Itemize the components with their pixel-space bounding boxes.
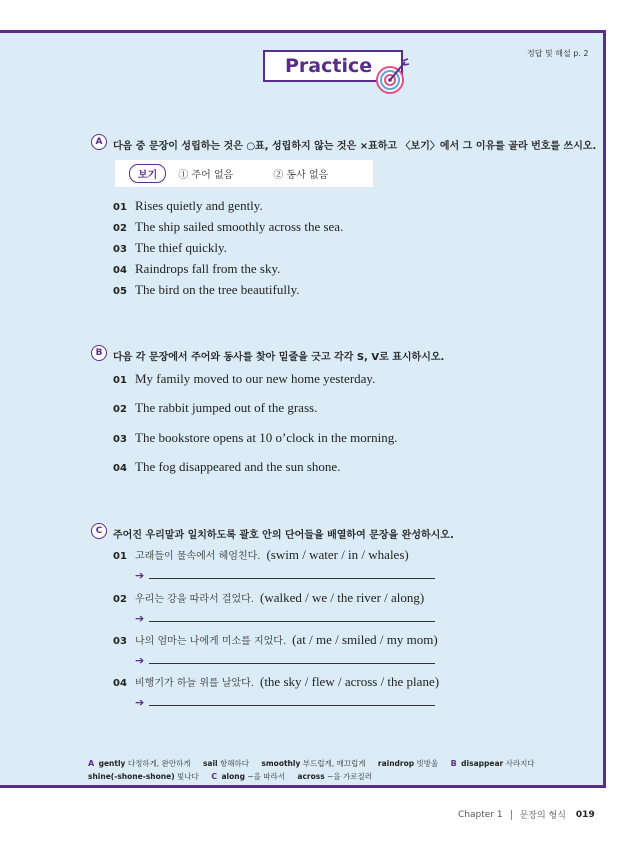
vocab-line-2 bbox=[88, 771, 382, 782]
section-c-item bbox=[113, 632, 438, 648]
vocab-word: smoothly bbox=[261, 759, 301, 768]
item-number: 02 bbox=[113, 223, 127, 234]
section-b-badge: B bbox=[91, 345, 107, 361]
section-b-instruction: 다음 각 문장에서 주어와 동사를 찾아 밑줄을 긋고 각각 S, V로 표시하시오. bbox=[113, 352, 445, 363]
item-number: 02 bbox=[113, 594, 127, 605]
chapter-title: 문장의 형식 bbox=[519, 811, 566, 821]
target-icon bbox=[370, 56, 410, 96]
vocab-meaning: 부드럽게, 매끄럽게 bbox=[302, 759, 366, 768]
section-c-item bbox=[113, 674, 439, 690]
title-text: Practice bbox=[285, 55, 373, 77]
section-b-item bbox=[113, 400, 317, 416]
korean-sentence: 우리는 강을 따라서 걸었다. bbox=[135, 594, 254, 605]
chapter-label: Chapter 1 bbox=[458, 809, 503, 820]
item-number: 04 bbox=[113, 265, 127, 276]
vocab-meaning: 다정하게, 완만하게 bbox=[127, 759, 191, 768]
vocab-key: B bbox=[450, 759, 457, 768]
item-sentence: The fog disappeared and the sun shone. bbox=[135, 459, 341, 474]
arrow-icon: ➔ bbox=[135, 612, 145, 625]
korean-sentence: 고래들이 물속에서 헤엄친다. bbox=[135, 551, 261, 562]
word-bank: (swim / water / in / whales) bbox=[266, 547, 409, 562]
bogi-option-1: ① 주어 없음 bbox=[178, 170, 234, 181]
item-sentence: The rabbit jumped out of the grass. bbox=[135, 400, 318, 415]
underline bbox=[149, 662, 435, 664]
vocab-meaning: ~을 따라서 bbox=[247, 772, 285, 781]
vocab-meaning: 빛나다 bbox=[177, 772, 199, 781]
word-bank: (at / me / smiled / my mom) bbox=[292, 632, 438, 647]
item-number: 01 bbox=[113, 551, 127, 562]
vocab-meaning: 항해하다 bbox=[220, 759, 249, 768]
word-bank: (the sky / flew / across / the plane) bbox=[259, 674, 440, 689]
vocab-word: disappear bbox=[461, 759, 504, 768]
item-sentence: Raindrops fall from the sky. bbox=[135, 261, 281, 276]
word-bank: (walked / we / the river / along) bbox=[259, 590, 425, 605]
footer-divider bbox=[511, 810, 512, 820]
bogi-box bbox=[115, 160, 373, 187]
vocab-word: across bbox=[297, 772, 325, 781]
underline bbox=[149, 704, 435, 706]
answer-reference: 정답 및 해설 p. 2 bbox=[527, 49, 589, 58]
item-sentence: The thief quickly. bbox=[135, 240, 227, 255]
section-c-item bbox=[113, 547, 409, 563]
vocab-key: A bbox=[88, 759, 95, 768]
answer-line[interactable] bbox=[135, 568, 435, 582]
item-number: 04 bbox=[113, 678, 127, 689]
vocab-word: raindrop bbox=[377, 759, 415, 768]
item-sentence: My family moved to our new home yesterday. bbox=[135, 371, 376, 386]
item-sentence: Rises quietly and gently. bbox=[135, 198, 263, 213]
section-b-item bbox=[113, 371, 375, 387]
answer-line[interactable] bbox=[135, 653, 435, 667]
answer-line[interactable] bbox=[135, 695, 435, 709]
vocab-key: C bbox=[211, 772, 218, 781]
section-a-item bbox=[113, 219, 343, 235]
item-sentence: The bird on the tree beautifully. bbox=[135, 282, 300, 297]
vocab-line-1 bbox=[88, 758, 545, 769]
item-number: 02 bbox=[113, 404, 127, 415]
vocab-word: along bbox=[221, 772, 245, 781]
section-a-instruction: 다음 중 문장이 성립하는 것은 ○표, 성립하지 않는 것은 ×표하고 〈보기〉에서 그 이유를 골라 번호를 쓰시오. bbox=[113, 141, 597, 152]
page-number: 019 bbox=[575, 809, 595, 820]
item-number: 03 bbox=[113, 244, 127, 255]
korean-sentence: 비행기가 하늘 위를 날았다. bbox=[135, 678, 254, 689]
section-b-item bbox=[113, 459, 340, 475]
section-c-item bbox=[113, 590, 424, 606]
item-number: 04 bbox=[113, 463, 127, 474]
item-number: 05 bbox=[113, 286, 127, 297]
korean-sentence: 나의 엄마는 나에게 미소를 지었다. bbox=[135, 636, 287, 647]
bogi-label: 보기 bbox=[129, 164, 166, 183]
underline bbox=[149, 620, 435, 622]
answer-line[interactable] bbox=[135, 611, 435, 625]
page-footer bbox=[458, 808, 595, 821]
item-number: 03 bbox=[113, 434, 127, 445]
section-b-item bbox=[113, 430, 397, 446]
item-sentence: The ship sailed smoothly across the sea. bbox=[135, 219, 344, 234]
arrow-icon: ➔ bbox=[135, 654, 145, 667]
item-number: 03 bbox=[113, 636, 127, 647]
arrow-icon: ➔ bbox=[135, 569, 145, 582]
section-a-item bbox=[113, 198, 263, 214]
underline bbox=[149, 577, 435, 579]
bogi-option-2: ② 동사 없음 bbox=[273, 170, 329, 181]
vocab-word: gently bbox=[98, 759, 126, 768]
item-sentence: The bookstore opens at 10 o’clock in the morning. bbox=[135, 430, 398, 445]
section-a-item bbox=[113, 261, 280, 277]
section-a-item bbox=[113, 240, 227, 256]
item-number: 01 bbox=[113, 375, 127, 386]
section-c-badge: C bbox=[91, 523, 107, 539]
vocab-word: sail bbox=[202, 759, 218, 768]
vocab-meaning: 빗방울 bbox=[416, 759, 439, 768]
vocab-meaning: 사라지다 bbox=[505, 759, 535, 768]
item-number: 01 bbox=[113, 202, 127, 213]
vocab-meaning: ~을 가로질러 bbox=[327, 772, 372, 781]
section-a-badge: A bbox=[91, 134, 107, 150]
vocab-word: shine(-shone-shone) bbox=[88, 772, 175, 781]
section-c-instruction: 주어진 우리말과 일치하도록 괄호 안의 단어들을 배열하여 문장을 완성하시오. bbox=[113, 530, 454, 541]
arrow-icon: ➔ bbox=[135, 696, 145, 709]
section-a-item bbox=[113, 282, 300, 298]
